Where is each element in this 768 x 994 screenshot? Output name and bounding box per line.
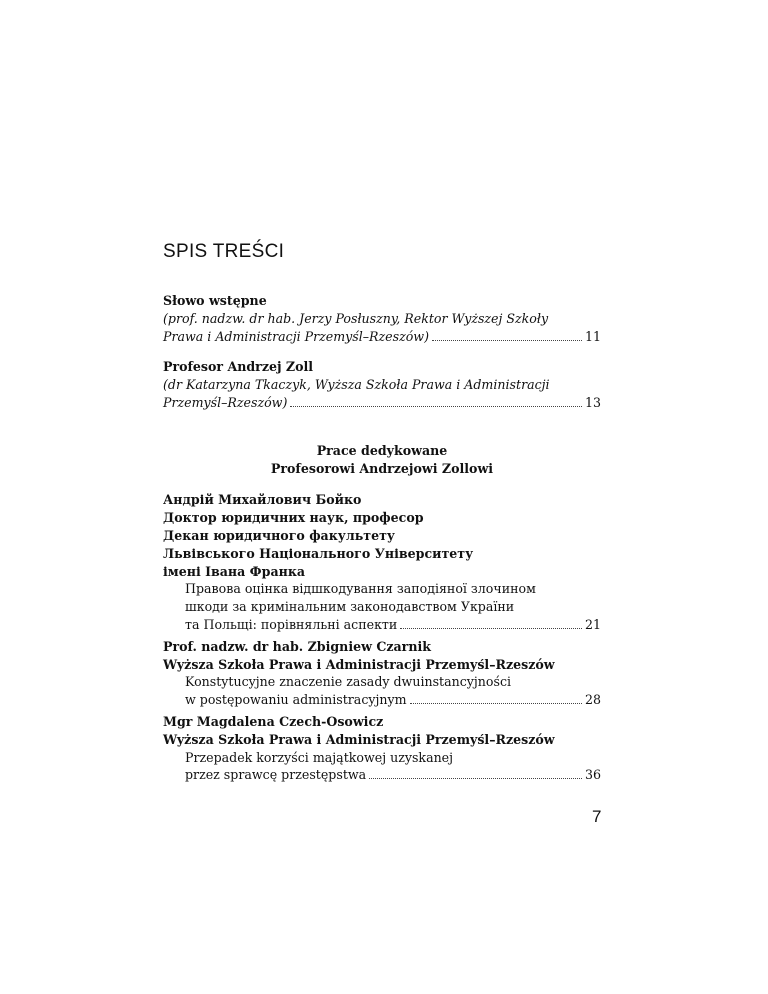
entry-note-text: Przemyśl–Rzeszów) (163, 394, 288, 410)
article-title-last-line (163, 616, 601, 634)
article-title-line: Konstytucyjne znaczenie zasady dwuinstancyjności (185, 674, 512, 690)
section-heading-line-1: Prace dedykowane (316, 442, 448, 458)
toc-entry-czech-osowicz (163, 713, 601, 784)
author-line: Prof. nadzw. dr hab. Zbigniew Czarnik (163, 638, 431, 654)
author-line: Львівського Національного Університету (163, 545, 474, 561)
article-title-text: w postępowaniu administracyjnym (185, 692, 407, 708)
table-of-contents (163, 292, 601, 784)
author-line: Mgr Magdalena Czech-Osowicz (163, 713, 384, 729)
entry-note-last-line (163, 328, 601, 346)
page-ref: 11 (584, 328, 601, 344)
toc-entry-foreword (163, 292, 601, 345)
toc-entry-czarnik (163, 638, 601, 709)
entry-note-last-line (163, 394, 601, 412)
page-number: 7 (592, 807, 602, 826)
page-ref: 28 (584, 692, 601, 708)
dot-leader (432, 328, 582, 341)
section-heading-line-2: Profesorowi Andrzejowi Zollowi (270, 460, 494, 476)
article-title-line: Правова оцінка відшкодування заподіяної злочином (185, 581, 536, 597)
dot-leader (290, 394, 582, 407)
toc-entry-andrzej-zoll (163, 358, 601, 411)
article-title-line: шкоди за кримінальним законодавством України (185, 599, 515, 615)
dot-leader (400, 616, 582, 629)
entry-note-text: Prawa i Administracji Przemyśl–Rzeszów) (163, 328, 429, 344)
article-title-last-line (163, 766, 601, 784)
entry-heading: Profesor Andrzej Zoll (163, 359, 314, 375)
dot-leader (369, 766, 582, 779)
page-title: SPIS TREŚCI (163, 241, 285, 262)
page-ref: 36 (584, 767, 601, 783)
entry-heading: Słowo wstępne (163, 293, 267, 308)
article-title-last-line (163, 691, 601, 709)
author-line: Wyższa Szkoła Prawa i Administracji Przemyśl–Rzeszów (163, 731, 555, 747)
entry-note-line: (prof. nadzw. dr hab. Jerzy Posłuszny, Rektor Wyższej Szkoły (163, 310, 549, 326)
author-line: Wyższa Szkoła Prawa i Administracji Przemyśl–Rzeszów (163, 656, 555, 672)
author-line: Доктор юридичних наук, професор (163, 510, 424, 526)
article-title-text: przez sprawcę przestępstwa (185, 767, 367, 783)
toc-entry-boyko (163, 491, 601, 633)
article-title-line: Przepadek korzyści majątkowej uzyskanej (185, 749, 454, 765)
author-line: Декан юридичного факультету (163, 527, 395, 543)
author-line: імені Івана Франка (163, 563, 306, 579)
page-ref: 21 (584, 616, 601, 632)
author-line: Андрій Михайлович Бойко (163, 492, 362, 508)
page-ref: 13 (584, 394, 601, 410)
entry-note-line: (dr Katarzyna Tkaczyk, Wyższa Szkoła Prawa i Administracji (163, 377, 550, 393)
article-title-text: та Польщі: порівняльні аспекти (185, 616, 398, 632)
dot-leader (410, 691, 582, 704)
